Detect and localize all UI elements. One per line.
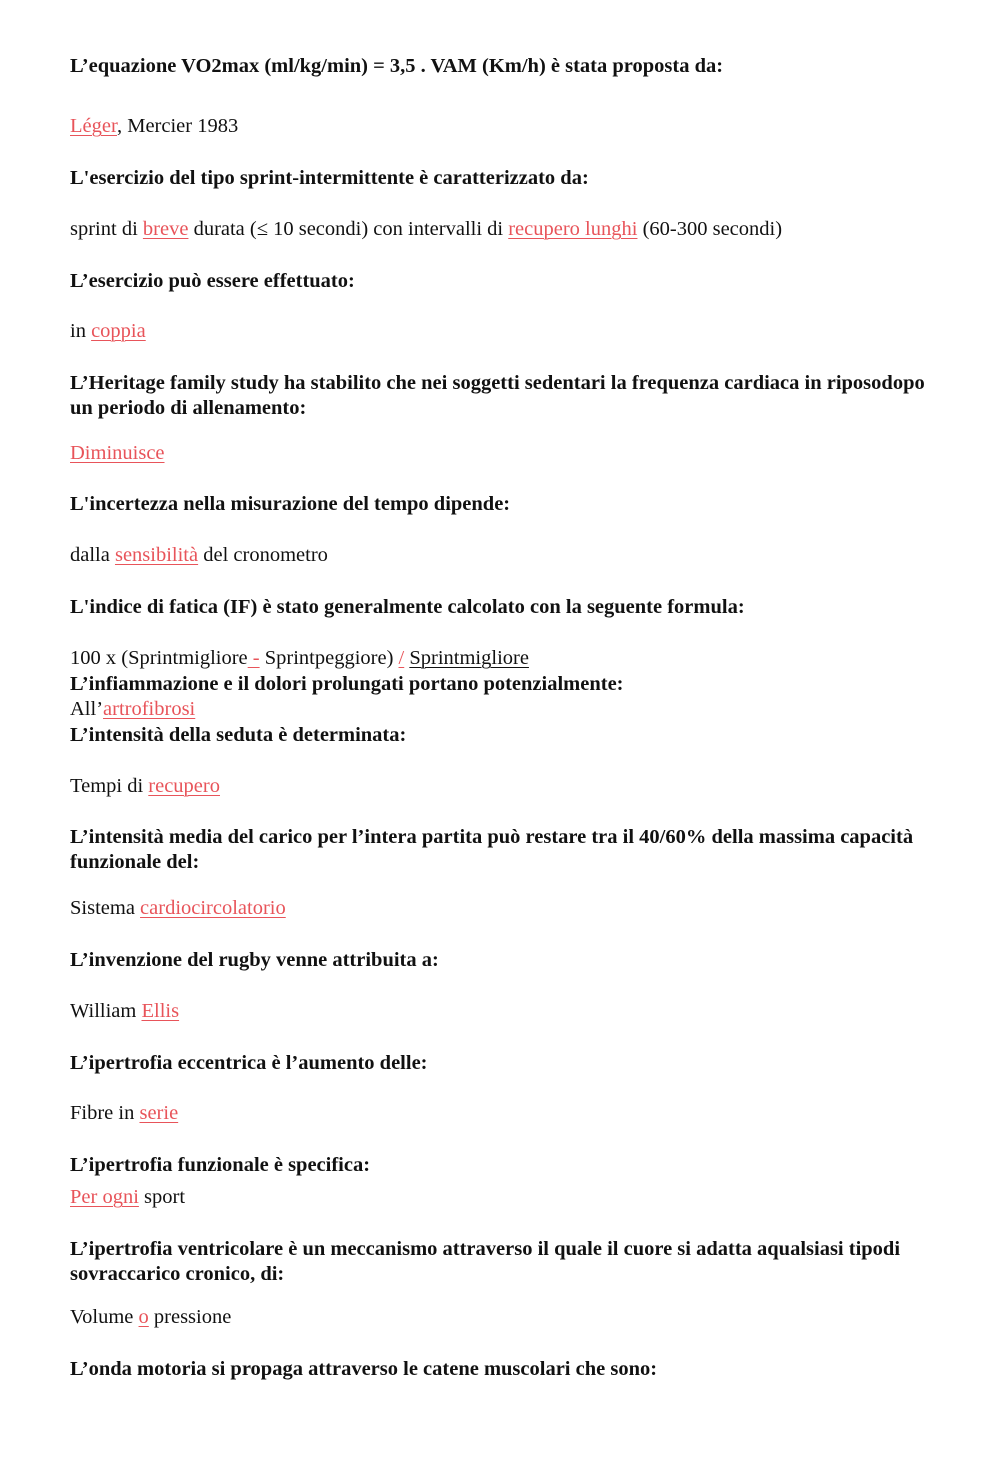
answer-highlight: Léger — [70, 115, 117, 137]
answer-5: dalla sensibilità del cronometro — [70, 544, 328, 566]
question-12: L’ipertrofia funzionale è specifica: — [70, 1154, 371, 1176]
question-11: L’ipertrofia eccentrica è l’aumento delle: — [70, 1052, 428, 1074]
question-6: L'indice di fatica (IF) è stato generalmente calcolato con la seguente formula: — [70, 596, 745, 618]
question-10: L’invenzione del rugby venne attribuita a: — [70, 949, 439, 971]
question-7: L’infiammazione e il dolori prolungati portano potenzialmente: — [70, 673, 624, 695]
answer-12: Per ogni sport — [70, 1186, 186, 1208]
question-14: L’onda motoria si propaga attraverso le catene muscolari che sono: — [70, 1358, 658, 1380]
answer-highlight: serie — [139, 1102, 179, 1124]
answer-highlight: / — [398, 647, 405, 669]
answer-2: sprint di breve durata (≤ 10 secondi) con intervalli di recupero lunghi (60-300 secondi) — [70, 218, 783, 240]
answer-8: Tempi di recupero — [70, 775, 220, 797]
answer-highlight: recupero lunghi — [508, 218, 638, 240]
answer-highlight: - — [247, 647, 260, 669]
question-9: L’intensità media del carico per l’intera partita può restare tra il 40/60% della massima capacità funzionale del: — [70, 826, 914, 873]
answer-10: William Ellis — [70, 1000, 180, 1022]
question-2: L'esercizio del tipo sprint-intermittente è caratterizzato da: — [70, 167, 589, 189]
answer-11: Fibre in serie — [70, 1102, 179, 1124]
answer-highlight: Per ogni — [70, 1186, 139, 1208]
answer-9: Sistema cardiocircolatorio — [70, 897, 286, 919]
answer-highlight: coppia — [91, 320, 146, 342]
answer-highlight: cardiocircolatorio — [140, 897, 286, 919]
answer-13: Volume o pressione — [70, 1306, 232, 1328]
answer-highlight: artrofibrosi — [103, 698, 196, 720]
answer-highlight: sensibilità — [114, 544, 199, 566]
answer-highlight: Diminuisce — [70, 442, 165, 464]
question-4: L’Heritage family study ha stabilito che nei soggetti sedentari la frequenza cardiaca in riposodopo un periodo di allenamento: — [70, 372, 925, 419]
question-1: L’equazione VO2max (ml/kg/min) = 3,5 . VAM (Km/h) è stata proposta da: — [70, 55, 724, 77]
answer-4 — [70, 441, 930, 466]
answer-highlight: breve — [142, 218, 189, 240]
question-13: L’ipertrofia ventricolare è un meccanismo attraverso il quale il cuore si adatta aqualsiasi tipodi sovraccarico cronico, di: — [70, 1238, 901, 1285]
answer-highlight: Ellis — [141, 1000, 180, 1022]
answer-highlight: o — [138, 1306, 149, 1328]
answer-6: 100 x (Sprintmigliore - Sprintpeggiore) / Sprintmigliore — [70, 647, 529, 669]
answer-1: Léger, Mercier 1983 — [70, 115, 239, 137]
answer-highlight: recupero — [148, 775, 220, 797]
question-5: L'incertezza nella misurazione del tempo dipende: — [70, 493, 511, 515]
question-3: L’esercizio può essere effettuato: — [70, 270, 355, 292]
question-8: L’intensità della seduta è determinata: — [70, 724, 407, 746]
answer-7: All’artrofibrosi — [70, 698, 196, 720]
answer-3: in coppia — [70, 320, 146, 342]
answer-underlined: Sprintmigliore — [409, 647, 529, 669]
